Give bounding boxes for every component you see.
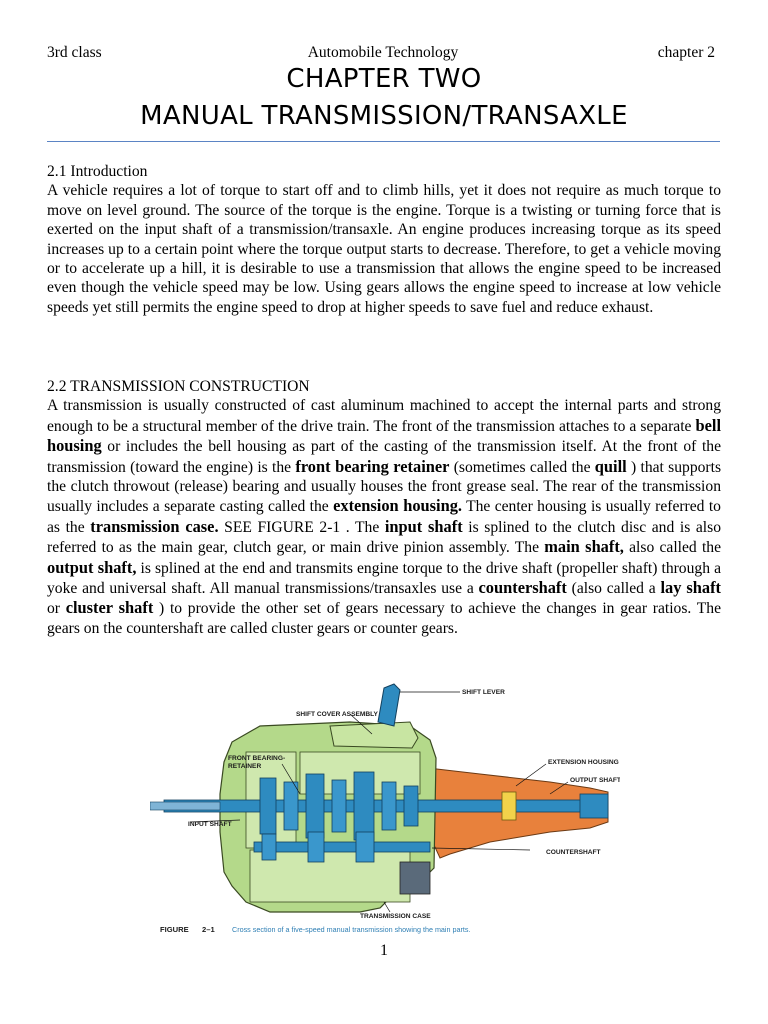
title-divider xyxy=(47,141,720,142)
label-input-shaft: INPUT SHAFT xyxy=(188,821,232,828)
label-output-shaft: OUTPUT SHAFT xyxy=(570,777,620,784)
header-subject: Automobile Technology xyxy=(307,44,459,61)
term: countershaft xyxy=(478,578,567,598)
term: lay shaft xyxy=(660,578,722,598)
shift-lever-shape xyxy=(378,684,400,726)
term: bell housing xyxy=(47,415,721,456)
label-countershaft: COUNTERSHAFT xyxy=(546,849,601,856)
term: extension housing. xyxy=(333,496,462,516)
label-shift-cover: SHIFT COVER ASSEMBLY xyxy=(296,711,378,718)
label-front-bearing-1: FRONT BEARING- xyxy=(228,755,286,762)
term: output shaft, xyxy=(47,557,137,577)
countershaft-shape xyxy=(254,842,430,852)
term: main shaft, xyxy=(544,537,624,557)
figure-caption-prefix: FIGURE xyxy=(160,925,189,934)
chapter-title: CHAPTER TWO xyxy=(286,64,482,94)
term: cluster shaft xyxy=(65,598,154,618)
intro-paragraph: A vehicle requires a lot of torque to start off and to climb hills, yet it does not require as much torque to move on level ground. The source of the torque is the engine. Torque is a twisting or turning force that is exerted on the input shaft of a transmission/transaxle. An engine produces increasing torque as its speed increases up to a certain point where the torque output starts to decrease. Therefore, to get a vehicle moving or to accelerate up a hill, it is desirable to use a transmission that allows the engine speed to be increased even though the vehicle speed may be low. Using gears allows the engine speed to increase at low vehicle speeds yet still permits the engine speed to drop at higher speeds to save fuel and reduce exhaust. xyxy=(47,182,721,316)
figure-caption-number: 2–1 xyxy=(202,925,215,934)
figure-caption-text: Cross section of a five-speed manual transmission showing the main parts. xyxy=(232,925,471,934)
label-extension-housing: EXTENSION HOUSING xyxy=(548,759,619,766)
transmission-cross-section xyxy=(150,682,620,938)
term: quill xyxy=(594,456,627,476)
transmission-figure xyxy=(150,682,620,938)
header-chapter: chapter 2 xyxy=(657,44,715,61)
label-front-bearing-2: RETAINER xyxy=(228,763,262,770)
term: input shaft xyxy=(384,516,463,536)
shift-cover-shape xyxy=(330,722,418,748)
term: front bearing retainer xyxy=(295,456,450,476)
chapter-subtitle: MANUAL TRANSMISSION/TRANSAXLE xyxy=(140,101,628,131)
section-construction xyxy=(47,377,721,638)
header-class: 3rd class xyxy=(47,44,102,61)
term: transmission case. xyxy=(90,516,219,536)
section-introduction xyxy=(47,162,721,317)
section-heading: 2.2 TRANSMISSION CONSTRUCTION xyxy=(47,378,310,395)
construction-paragraph: A transmission is usually constructed of cast aluminum machined to accept the internal parts and strong enough to be a structural member of the drive train. The front of the transmission attaches to a separate bell housing or includes the bell housing as part of the casting of the transmission itself. At the front of the transmission (toward the engine) is the front bearing retainer (sometimes called the quill ) that supports the clutch throwout (release) bearing and usually houses the front grease seal. The rear of the transmission usually includes a separate casting called the extension housing. The center housing is usually referred to as the transmission case. SEE FIGURE 2-1 . The input shaft is splined to the clutch disc and is also referred to as the main gear, clutch gear, or main drive pinion assembly. The main shaft, also called the output shaft, is splined at the end and transmits engine torque to the drive shaft (propeller shaft) through a yoke and universal shaft. All manual transmissions/transaxles use a countershaft (also called a lay shaft or cluster shaft ) to provide the other set of gears necessary to achieve the changes in gear ratios. The gears on the countershaft are called cluster gears or counter gears. xyxy=(47,397,722,637)
label-transmission-case: TRANSMISSION CASE xyxy=(360,913,431,920)
page-number: 1 xyxy=(380,942,388,959)
label-shift-lever: SHIFT LEVER xyxy=(462,689,505,696)
page-header xyxy=(47,44,715,64)
section-heading: 2.1 Introduction xyxy=(47,163,148,180)
